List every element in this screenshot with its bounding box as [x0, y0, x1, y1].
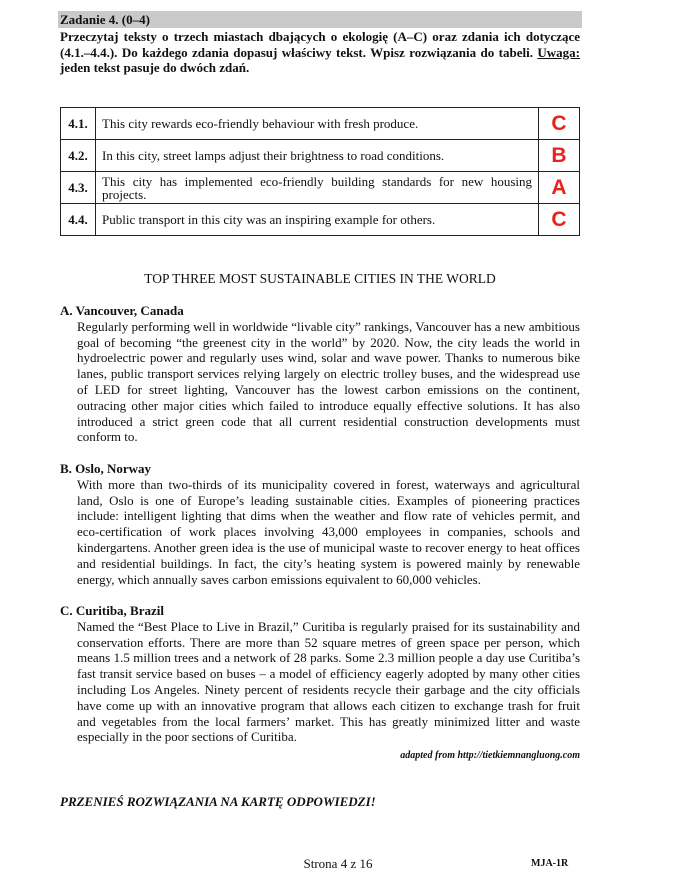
item-number: 4.1. [61, 108, 96, 140]
note-text: jeden tekst pasuje do dwóch zdań. [60, 60, 250, 75]
table-row [61, 140, 580, 172]
answer-table [60, 107, 580, 236]
section-heading: B. Oslo, Norway [60, 461, 151, 476]
answer-cell[interactable] [539, 140, 580, 172]
section-body: Named the “Best Place to Live in Brazil,” Curitiba is regularly praised for its sustainability and conservation efforts. There are more than 52 square metres of green space per person, which means 1.5 million trees and a network of 28 parks. Some 2.3 million people a day use Curitiba’s fast transit service based on buses – a model of efficiency eagerly adopted by many other cities including Los Angeles. Ninety percent of residents recycle their garbage and the city officials have come up with an innovative program that allows each citizen to exchange trash for fruit and vegetables from the local farmers’ market. This has greatly minimized litter and waste especially in the poor sections of Curitiba. [77, 618, 580, 745]
section-curitiba [60, 603, 580, 745]
item-number: 4.2. [61, 140, 96, 172]
exam-code: MJA-1R [531, 858, 569, 869]
answer-cell[interactable] [539, 204, 580, 236]
item-number: 4.3. [61, 172, 96, 204]
section-heading: C. Curitiba, Brazil [60, 603, 164, 618]
answer-letter: B [551, 143, 567, 167]
answer-cell[interactable] [539, 172, 580, 204]
section-body: With more than two-thirds of its municipality covered in forest, waterways and agricultural land, Oslo is one of Europe’s leading sustainable cities. Examples of pioneering practices include: intelligent lighting that dims when the weather and flow rate of vehicles permit, and eco-certification of work places involving 43,000 employees in companies, schools and kindergartens. Another green idea is the use of municipal waste to recover energy to heat offices and residential buildings. In fact, the city’s heating system is powered mainly by renewable energy, which annually saves carbon emissions equivalent to 60,000 vehicles. [77, 476, 580, 587]
answer-letter: C [551, 111, 567, 135]
item-number: 4.4. [61, 204, 96, 236]
section-heading: A. Vancouver, Canada [60, 303, 184, 318]
task-instruction [60, 29, 580, 76]
instruction-text: Przeczytaj teksty o trzech miastach dbających o ekologię (A–C) oraz zdania ich dotyczące (4.1.–4.4.). Do każdego zdania dopasuj właściwy tekst. Wpisz rozwiązania do tabeli. [60, 29, 580, 60]
section-body: Regularly performing well in worldwide “livable city” rankings, Vancouver has a new ambitious goal of becoming “the greenest city in the world” by 2020. Now, the city leads the world in hydroelectric power and regularly uses wind, solar and wave power. Thanks to numerous bike lanes, public transport services relying largely on electric trolley buses, and the widespread use of LED for street lighting, Vancouver has the lowest carbon emissions on the continent, outracing other major cities which failed to introduce equally effective solutions. It has also introduced a strict green code that all current residential construction developments must conform to. [77, 318, 580, 445]
answer-letter: A [551, 175, 567, 199]
table-row [61, 172, 580, 204]
section-oslo [60, 461, 580, 587]
transfer-note: PRZENIEŚ ROZWIĄZANIA NA KARTĘ ODPOWIEDZI! [60, 794, 376, 809]
item-statement: This city rewards eco-friendly behaviour with fresh produce. [96, 108, 539, 140]
article-title: TOP THREE MOST SUSTAINABLE CITIES IN THE WORLD [144, 271, 496, 286]
task-header: Zadanie 4. (0–4) [58, 11, 582, 28]
table-row [61, 108, 580, 140]
item-statement: Public transport in this city was an inspiring example for others. [96, 204, 539, 236]
item-statement: This city has implemented eco-friendly building standards for new housing projects. [96, 172, 539, 204]
note-label: Uwaga: [537, 44, 581, 60]
table-row [61, 204, 580, 236]
section-vancouver [60, 303, 580, 445]
page-number: Strona 4 z 16 [303, 856, 373, 871]
answer-cell[interactable] [539, 108, 580, 140]
item-statement: In this city, street lamps adjust their brightness to road conditions. [96, 140, 539, 172]
source-citation: adapted from http://tietkiemnangluong.com [400, 750, 580, 761]
answer-letter: C [551, 207, 567, 231]
